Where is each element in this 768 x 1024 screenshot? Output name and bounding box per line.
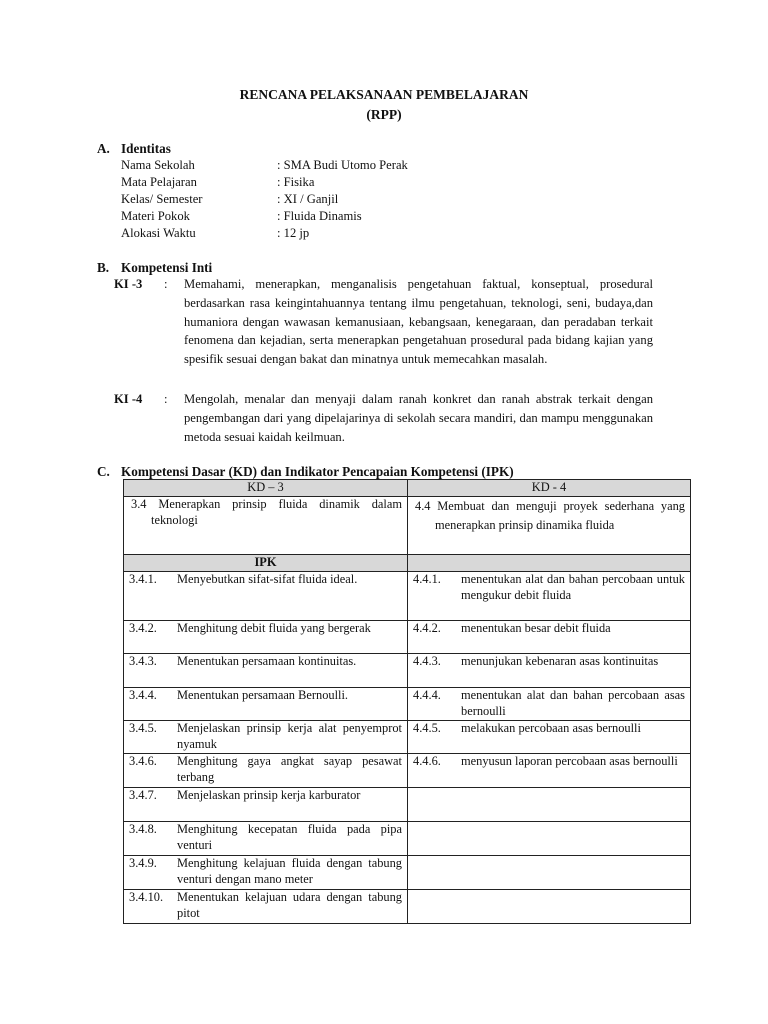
identity-label: Nama Sekolah — [121, 158, 195, 172]
ipk-text: Menghitung gaya angkat sayap pesawat terbang — [177, 754, 402, 784]
ipk-3-cell — [124, 621, 408, 654]
ipk-item — [129, 856, 402, 888]
ki3-colon: : — [164, 277, 168, 291]
ipk-4-cell — [408, 654, 691, 688]
ipk-4-cell — [408, 572, 691, 621]
ki3-code: KI -3 — [114, 277, 143, 291]
section-b-heading — [97, 259, 212, 277]
ipk-item — [129, 621, 402, 637]
ipk-item — [413, 721, 685, 737]
ipk-text: Menjelaskan prinsip kerja karburator — [177, 788, 361, 802]
ipk-4-cell — [408, 890, 691, 924]
ipk-4-cell — [408, 721, 691, 754]
section-c-letter: C. — [97, 464, 110, 479]
ipk-item — [129, 788, 402, 804]
ipk-number: 3.4.4. — [129, 688, 157, 702]
ipk-4-cell — [408, 621, 691, 654]
kd-ipk-table — [123, 479, 691, 924]
ipk-item — [413, 654, 685, 670]
ipk-4-cell — [408, 856, 691, 890]
ipk-text: menentukan besar debit fluida — [461, 621, 611, 635]
identity-label: Materi Pokok — [121, 209, 190, 223]
section-b-letter: B. — [97, 260, 110, 275]
ipk-rows — [124, 572, 691, 924]
ipk-4-cell — [408, 822, 691, 856]
ki4-colon: : — [164, 392, 168, 406]
ipk-4-cell — [408, 688, 691, 721]
section-a-heading — [97, 140, 171, 158]
ipk-row — [124, 621, 691, 654]
kd-statement-row — [124, 497, 691, 555]
ipk-number: 3.4.6. — [129, 754, 157, 768]
kd4-text: 4.4 Membuat dan menguji proyek sederhana yang menerapkan prinsip dinamika fluida — [415, 499, 685, 532]
ki4-text: Mengolah, menalar dan menyaji dalam ranah konkret dan ranah abstrak terkait dengan pengembangan dari yang dipelajarinya di sekolah secara mandiri, dan mampu menggunakan metoda sesuai kaidah keilmuan. — [184, 392, 653, 444]
ipk-item — [129, 572, 402, 588]
ipk-3-cell — [124, 822, 408, 856]
ipk-item — [129, 890, 402, 922]
document-title: RENCANA PELAKSANAAN PEMBELAJARAN — [239, 87, 529, 102]
kd-header-row — [124, 480, 691, 497]
ipk-text: melakukan percobaan asas bernoulli — [461, 721, 641, 735]
ipk-number: 4.4.3. — [413, 654, 441, 668]
ipk-item — [129, 688, 402, 704]
ipk-text: menyusun laporan percobaan asas bernoulli — [461, 754, 678, 768]
ipk-3-cell — [124, 856, 408, 890]
identity-value: : SMA Budi Utomo Perak — [277, 158, 408, 172]
identity-value: : Fluida Dinamis — [277, 209, 362, 223]
identity-label: Kelas/ Semester — [121, 192, 203, 206]
ki3-text: Memahami, menerapkan, menganalisis pengetahuan faktual, konseptual, prosedural berdasarkan rasa keingintahuannya tentang ilmu pengetahuan, teknologi, seni, budaya,dan humaniora dengan wawasan kemanusiaan, kebangsaan, kenegaraan, dan peradaban terkait fenomena dan kejadian, serta menerapkan pengetahuan prosedural pada bidang kajian yang spesifik sesuai dengan bakat dan minatnya untuk memecahkan masalah. — [184, 277, 653, 367]
section-c-title: Kompetensi Dasar (KD) dan Indikator Pencapaian Kompetensi (IPK) — [121, 464, 514, 479]
ipk-text: menentukan alat dan bahan percobaan untuk mengukur debit fluida — [461, 572, 685, 602]
section-a-title: Identitas — [121, 141, 171, 156]
document-subtitle: (RPP) — [366, 107, 402, 122]
ipk-item — [413, 572, 685, 604]
ipk-header-row — [124, 555, 691, 572]
ipk-text: Menghitung kelajuan fluida dengan tabung venturi dengan mano meter — [177, 856, 402, 886]
ipk-row — [124, 654, 691, 688]
ipk-text: Menghitung kecepatan fluida pada pipa venturi — [177, 822, 402, 852]
ipk-3-cell — [124, 654, 408, 688]
ipk-number: 4.4.2. — [413, 621, 441, 635]
ipk-number: 3.4.7. — [129, 788, 157, 802]
ipk-number: 3.4.5. — [129, 721, 157, 735]
ipk-row — [124, 688, 691, 721]
kd3-header: KD – 3 — [124, 480, 408, 497]
section-a-letter: A. — [97, 141, 110, 156]
ipk-item — [129, 654, 402, 670]
ipk-item — [413, 621, 685, 637]
ipk-3-cell — [124, 754, 408, 788]
ipk-text: Menentukan persamaan Bernoulli. — [177, 688, 349, 702]
ipk-number: 3.4.3. — [129, 654, 157, 668]
ipk-row — [124, 822, 691, 856]
ipk-text: Menentukan persamaan kontinuitas. — [177, 654, 357, 668]
ipk-row — [124, 788, 691, 822]
ipk-row — [124, 572, 691, 621]
ipk-3-cell — [124, 688, 408, 721]
ipk-4-cell — [408, 788, 691, 822]
ipk-header: IPK — [124, 555, 408, 572]
ipk-3-cell — [124, 721, 408, 754]
ipk-text: Menghitung debit fluida yang bergerak — [177, 621, 371, 635]
identity-label: Alokasi Waktu — [121, 226, 196, 240]
identity-label: Mata Pelajaran — [121, 175, 197, 189]
ipk-header-empty — [408, 555, 691, 572]
ipk-item — [129, 721, 402, 753]
ipk-number: 4.4.4. — [413, 688, 441, 702]
ipk-number: 3.4.10. — [129, 890, 164, 904]
kd4-cell — [408, 497, 691, 555]
ipk-number: 4.4.5. — [413, 721, 441, 735]
ipk-number: 3.4.2. — [129, 621, 157, 635]
ipk-number: 3.4.9. — [129, 856, 157, 870]
kd3-cell — [124, 497, 408, 555]
kd4-header: KD - 4 — [408, 480, 691, 497]
ipk-row — [124, 856, 691, 890]
ipk-4-cell — [408, 754, 691, 788]
ipk-number: 3.4.8. — [129, 822, 157, 836]
section-b-title: Kompetensi Inti — [121, 260, 213, 275]
ipk-row — [124, 890, 691, 924]
ipk-text: Menyebutkan sifat-sifat fluida ideal. — [177, 572, 358, 586]
ipk-text: Menentukan kelajuan udara dengan tabung pitot — [177, 890, 402, 920]
ipk-3-cell — [124, 890, 408, 924]
ipk-item — [129, 822, 402, 854]
identity-value: : 12 jp — [277, 226, 310, 240]
ipk-text: menentukan alat dan bahan percobaan asas bernoulli — [461, 688, 685, 718]
ipk-3-cell — [124, 572, 408, 621]
ipk-text: menunjukan kebenaran asas kontinuitas — [461, 654, 659, 668]
ipk-number: 4.4.1. — [413, 572, 441, 586]
ipk-item — [413, 688, 685, 720]
ipk-number: 4.4.6. — [413, 754, 441, 768]
ipk-row — [124, 721, 691, 754]
ki4-code: KI -4 — [114, 392, 143, 406]
ipk-number: 3.4.1. — [129, 572, 157, 586]
ipk-item — [129, 754, 402, 786]
identity-value: : XI / Ganjil — [277, 192, 339, 206]
ipk-3-cell — [124, 788, 408, 822]
ipk-item — [413, 754, 685, 770]
ipk-text: Menjelaskan prinsip kerja alat penyemprot nyamuk — [177, 721, 402, 751]
identity-value: : Fisika — [277, 175, 315, 189]
ipk-row — [124, 754, 691, 788]
kd3-text: 3.4 Menerapkan prinsip fluida dinamik dalam teknologi — [131, 497, 402, 527]
section-c-heading — [97, 463, 514, 481]
